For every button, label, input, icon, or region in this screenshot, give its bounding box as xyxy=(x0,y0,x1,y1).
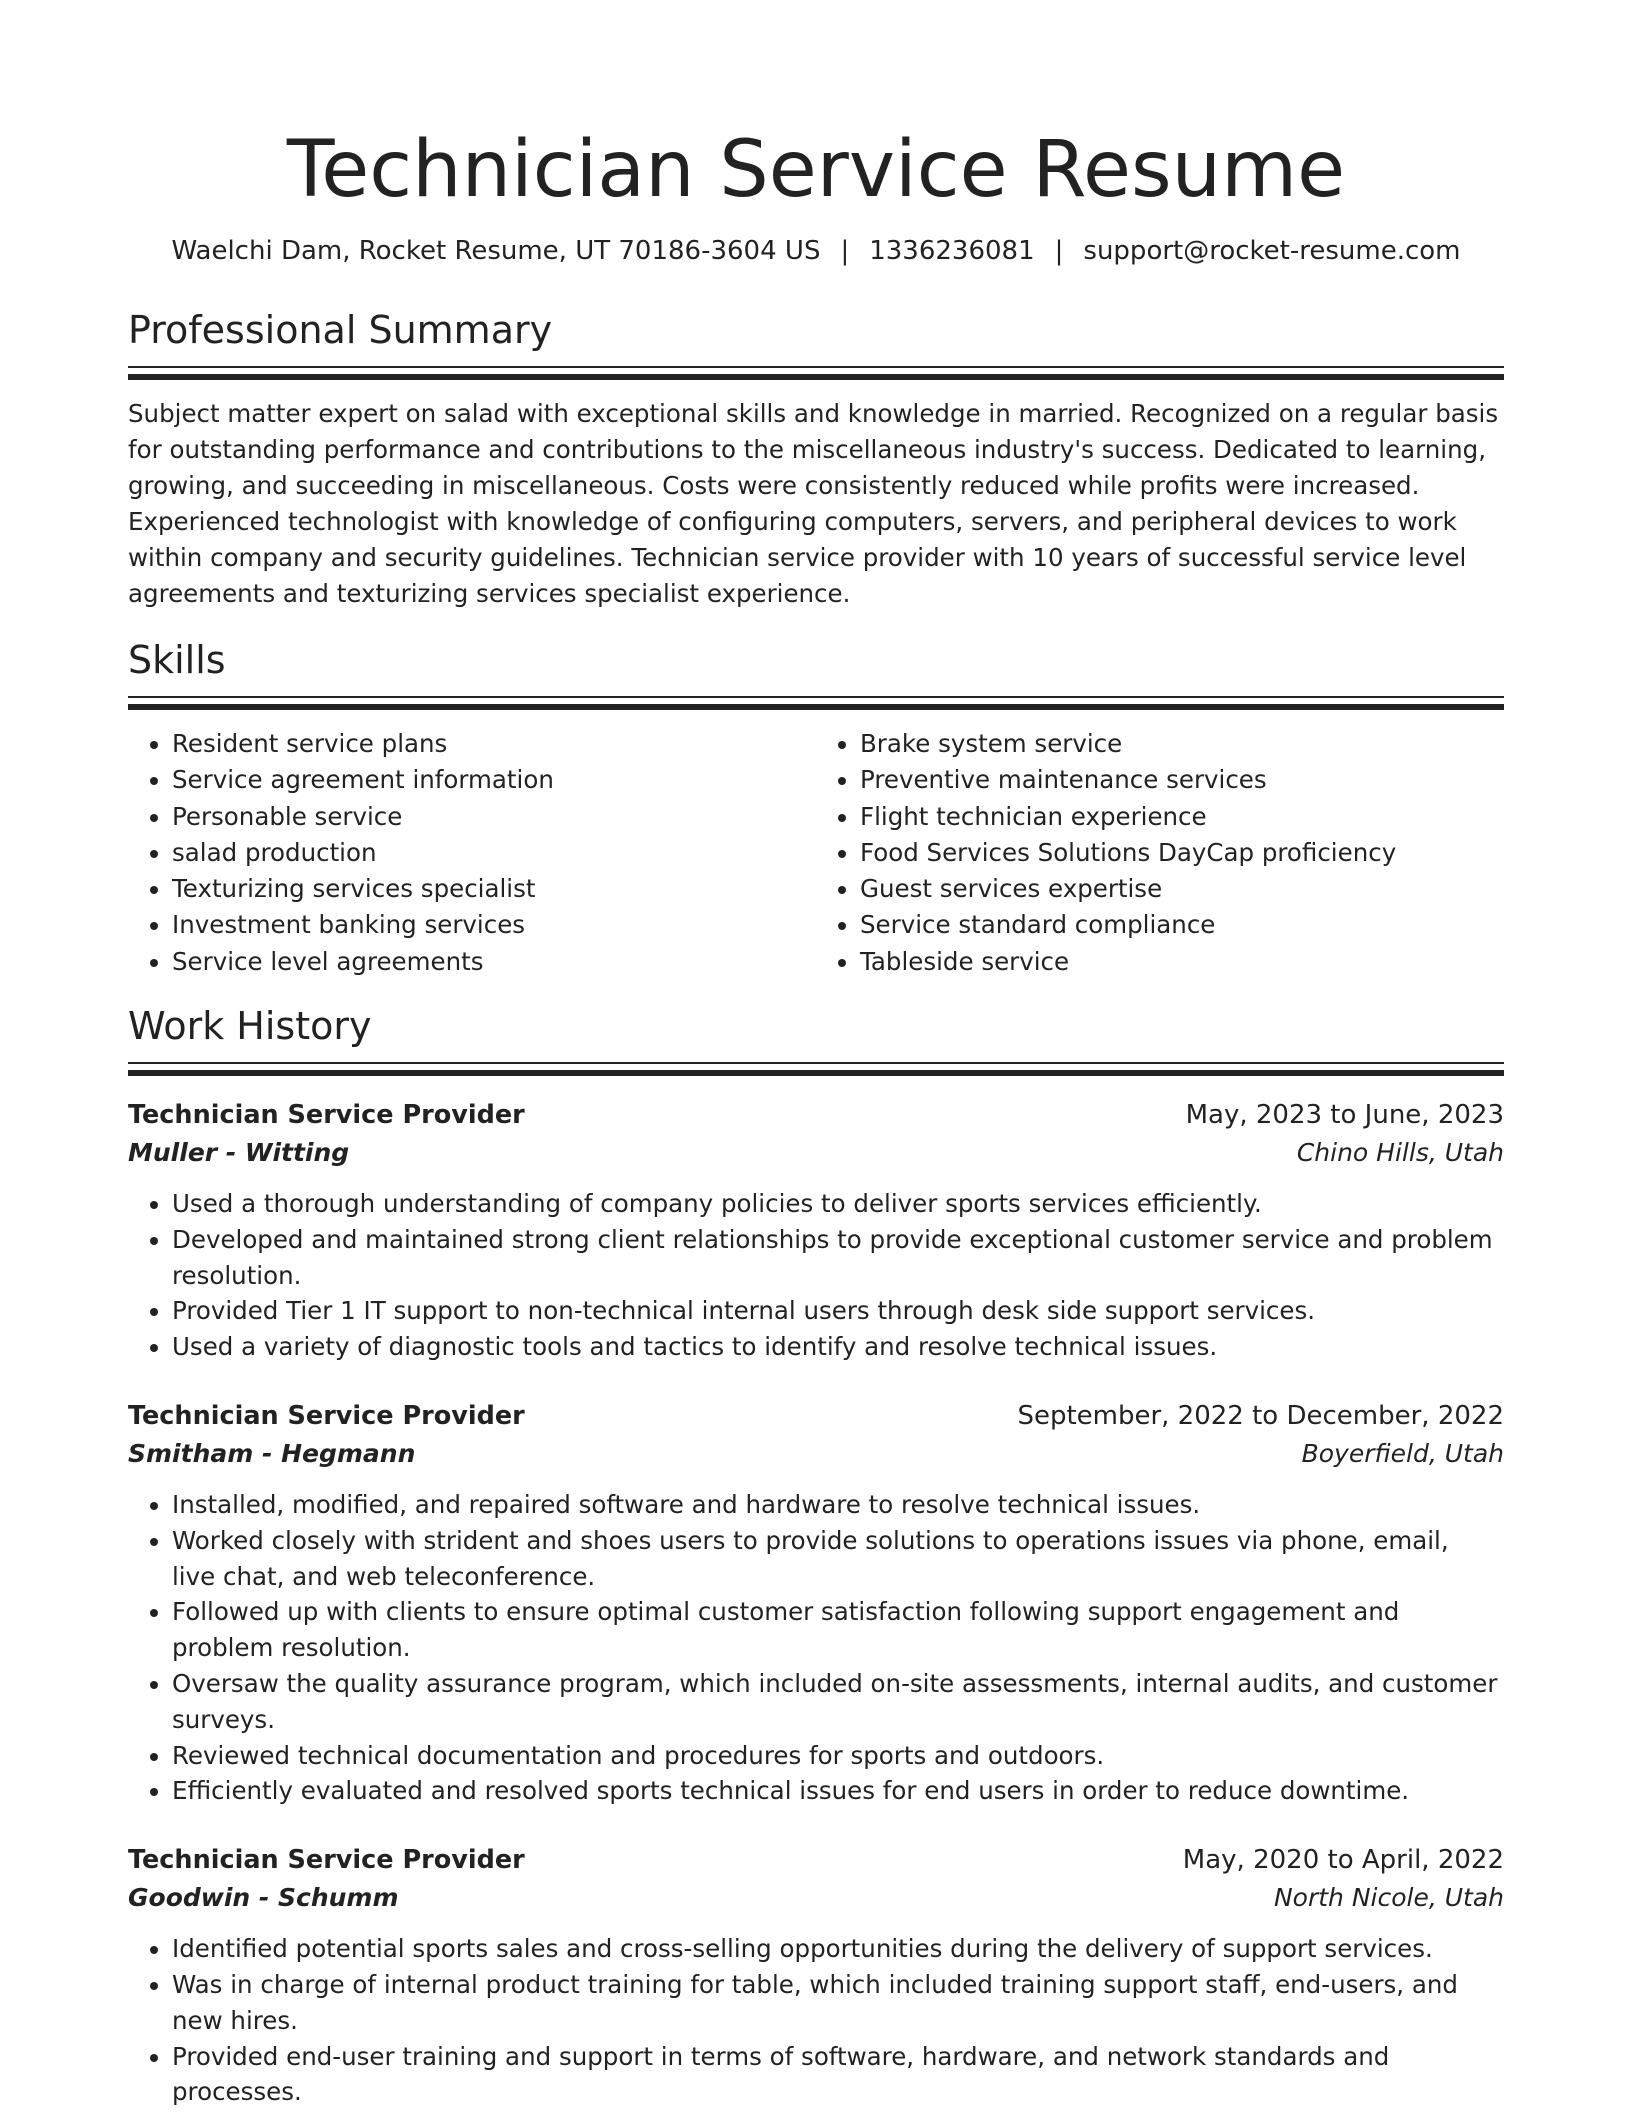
skill-item: • Flight technician experience xyxy=(860,799,1504,835)
contact-line xyxy=(128,234,1504,268)
job-bullet-list xyxy=(128,1487,1504,1809)
section-divider-thin xyxy=(128,696,1504,698)
skill-item: • Service agreement information xyxy=(172,762,816,798)
skills-list-right xyxy=(816,726,1504,980)
skill-item: • Service standard compliance xyxy=(860,907,1504,943)
skills-grid xyxy=(128,726,1504,980)
contact-email: support@rocket-resume.com xyxy=(1083,236,1461,266)
skill-item: • Tableside service xyxy=(860,944,1504,980)
section-heading-work-history: Work History xyxy=(128,1004,372,1049)
job-header-row xyxy=(128,1096,1504,1134)
job-dates: May, 2023 to June, 2023 xyxy=(1185,1100,1504,1131)
job-dates: May, 2020 to April, 2022 xyxy=(1182,1845,1504,1876)
job-bullet: • Used a thorough understanding of company policies to deliver sports services efficiently. xyxy=(172,1186,1504,1222)
job-bullet: • Identified potential sports sales and cross-selling opportunities during the delivery of support services. xyxy=(172,1931,1504,1967)
job-bullet-list xyxy=(128,1186,1504,1365)
section-divider-thick xyxy=(128,1070,1504,1076)
skill-item: • Preventive maintenance services xyxy=(860,762,1504,798)
job-bullet: • Oversaw the quality assurance program, which included on-site assessments, internal audits, and customer surveys. xyxy=(172,1666,1504,1738)
contact-separator: | xyxy=(1054,236,1064,266)
job-location: Boyerfield, Utah xyxy=(1301,1439,1504,1469)
page-title: Technician Service Resume xyxy=(286,125,1346,215)
job-title: Technician Service Provider xyxy=(128,1100,525,1131)
section-divider-thick xyxy=(128,704,1504,710)
job-bullet: • Provided Tier 1 IT support to non-technical internal users through desk side support services. xyxy=(172,1293,1504,1329)
contact-address: Waelchi Dam, Rocket Resume, UT 70186-3604 US xyxy=(171,236,821,266)
job-bullet: • Worked closely with strident and shoes users to provide solutions to operations issues via phone, email, live chat, and web teleconference. xyxy=(172,1523,1504,1595)
job-dates: September, 2022 to December, 2022 xyxy=(1017,1401,1504,1432)
job-bullet: • Used a variety of diagnostic tools and tactics to identify and resolve technical issues. xyxy=(172,1329,1504,1365)
section-heading-summary: Professional Summary xyxy=(128,308,553,352)
job-company: Smitham - Hegmann xyxy=(128,1439,416,1469)
skill-item: • Brake system service xyxy=(860,726,1504,762)
job-company: Goodwin - Schumm xyxy=(128,1883,399,1913)
job-header-row xyxy=(128,1841,1504,1879)
job-bullet: • Reviewed technical documentation and procedures for sports and outdoors. xyxy=(172,1738,1504,1774)
job-bullet-list xyxy=(128,1931,1504,2110)
job-entry xyxy=(128,1841,1504,2110)
job-title: Technician Service Provider xyxy=(128,1845,525,1876)
skill-item: • Resident service plans xyxy=(172,726,816,762)
job-bullet: • Efficiently evaluated and resolved sports technical issues for end users in order to reduce downtime. xyxy=(172,1773,1504,1809)
skill-item: • salad production xyxy=(172,835,816,871)
job-entry xyxy=(128,1096,1504,1365)
contact-phone: 1336236081 xyxy=(869,236,1035,266)
skill-item: • Investment banking services xyxy=(172,907,816,943)
job-bullet: • Provided end-user training and support in terms of software, hardware, and network standards and processes. xyxy=(172,2039,1504,2111)
job-title: Technician Service Provider xyxy=(128,1401,525,1432)
section-divider-thin xyxy=(128,366,1504,368)
skill-item: • Service level agreements xyxy=(172,944,816,980)
job-subheader-row xyxy=(128,1134,1504,1172)
skill-item: • Guest services expertise xyxy=(860,871,1504,907)
job-subheader-row xyxy=(128,1435,1504,1473)
skill-item: • Personable service xyxy=(172,799,816,835)
summary-paragraph: Subject matter expert on salad with exceptional skills and knowledge in married. Recognized on a regular basis for outstanding performance and contributions to the miscellaneous industry's success. Dedicated to learning, growing, and succeeding in miscellaneous. Costs were consistently reduced while profits were increased. Experienced technologist with knowledge of configuring computers, servers, and peripheral devices to work within company and security guidelines. Technician service provider with 10 years of successful service level agreements and texturizing services specialist experience. xyxy=(128,399,1499,608)
job-subheader-row xyxy=(128,1879,1504,1917)
job-bullet: • Developed and maintained strong client relationships to provide exceptional customer service and problem resolution. xyxy=(172,1222,1504,1294)
skill-item: • Texturizing services specialist xyxy=(172,871,816,907)
skill-item: • Food Services Solutions DayCap proficiency xyxy=(860,835,1504,871)
job-bullet: • Installed, modified, and repaired software and hardware to resolve technical issues. xyxy=(172,1487,1504,1523)
skills-list-left xyxy=(128,726,816,980)
job-bullet: • Followed up with clients to ensure optimal customer satisfaction following support engagement and problem resolution. xyxy=(172,1594,1504,1666)
job-location: North Nicole, Utah xyxy=(1273,1883,1504,1913)
job-entry xyxy=(128,1397,1504,1809)
section-divider-thick xyxy=(128,374,1504,380)
summary-section xyxy=(128,306,1504,612)
contact-separator: | xyxy=(840,236,850,266)
section-divider-thin xyxy=(128,1062,1504,1064)
job-header-row xyxy=(128,1397,1504,1435)
job-company: Muller - Witting xyxy=(128,1138,350,1168)
job-bullet: • Was in charge of internal product training for table, which included training support staff, end-users, and new hires. xyxy=(172,1967,1504,2039)
skills-section xyxy=(128,636,1504,980)
section-heading-skills: Skills xyxy=(128,638,226,682)
work-history-section xyxy=(128,1002,1504,2110)
job-location: Chino Hills, Utah xyxy=(1296,1138,1504,1168)
